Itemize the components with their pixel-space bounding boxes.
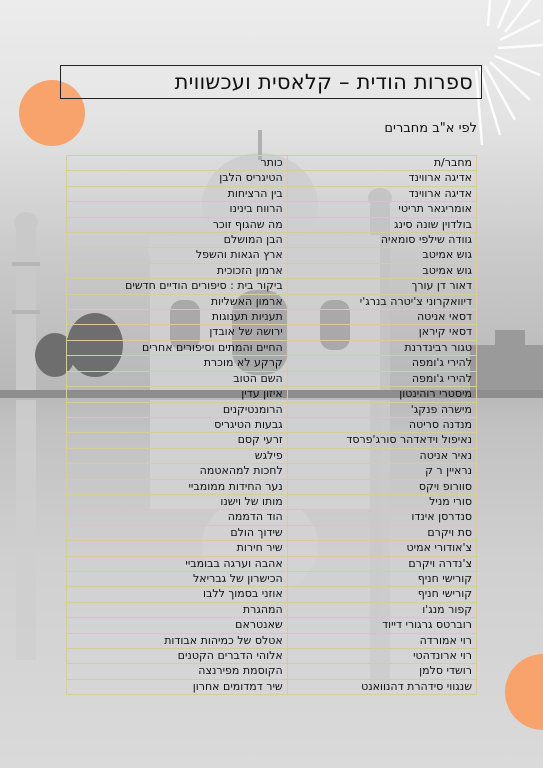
author-cell: מישרה פנקג' [287, 402, 476, 417]
author-cell: נאיפול וידאדהר סורג'פרסד [287, 433, 476, 448]
book-title-cell: ארמון הזכוכית [67, 263, 288, 278]
table-row [67, 171, 477, 186]
author-cell: מנדנה סריטה [287, 417, 476, 432]
book-title-cell: הטיגריס הלבן [67, 171, 288, 186]
book-title-cell: שיר חירות [67, 541, 288, 556]
author-cell: צ'אודורי אמיט [287, 541, 476, 556]
authors-table [66, 155, 477, 695]
table-row [67, 464, 477, 479]
table-row [67, 233, 477, 248]
page-title-box [60, 65, 482, 99]
author-cell: אדיגה ארווינד [287, 171, 476, 186]
table-row [67, 402, 477, 417]
book-title-cell: הרומנטיקנים [67, 402, 288, 417]
table-row [67, 248, 477, 263]
table-row [67, 510, 477, 525]
book-title-cell: הכישרון של גבריאל [67, 571, 288, 586]
author-cell: טגור רבינדרנת [287, 340, 476, 355]
book-title-cell: הבן המושלם [67, 233, 288, 248]
table-row [67, 602, 477, 617]
table-header-row [67, 156, 477, 171]
book-title-cell: שיר דמדומים אחרון [67, 679, 288, 694]
book-title-cell: החיים והמתים וסיפורים אחרים [67, 340, 288, 355]
book-title-cell: הוד הדממה [67, 510, 288, 525]
table-row [67, 618, 477, 633]
table-row [67, 417, 477, 432]
subtitle: לפי א"ב מחברים [384, 121, 477, 136]
table-row [67, 217, 477, 232]
author-cell: מיסטרי רוהינטון [287, 387, 476, 402]
table-row [67, 433, 477, 448]
author-cell: גוש אמיטב [287, 248, 476, 263]
table-row [67, 587, 477, 602]
page-title: ספרות הודית – קלאסית ועכשווית [174, 70, 473, 94]
book-title-cell: לחכות למהאטמה [67, 464, 288, 479]
book-title-cell: מותו של וישנו [67, 494, 288, 509]
author-cell: נראיין ר ק [287, 464, 476, 479]
table-row [67, 356, 477, 371]
left-minaret [12, 212, 40, 390]
author-cell: נאיר אניטה [287, 448, 476, 463]
author-cell: גוש אמיטב [287, 263, 476, 278]
author-cell: דיוואקרוני צ'יטרה בנרג'י [287, 294, 476, 309]
author-cell: דסאי קיראן [287, 325, 476, 340]
right-building [470, 330, 543, 390]
book-title-cell: איזון עדין [67, 387, 288, 402]
author-cell: רוי ארונדהטי [287, 649, 476, 664]
table-row [67, 664, 477, 679]
author-cell: סורי מניל [287, 494, 476, 509]
book-title-cell: זרעי קסם [67, 433, 288, 448]
book-title-cell: נער החידות ממומביי [67, 479, 288, 494]
table-row [67, 479, 477, 494]
author-cell: להירי ג'ומפה [287, 371, 476, 386]
table-row [67, 649, 477, 664]
table-row [67, 448, 477, 463]
book-title-cell: גבעות הטיגריס [67, 417, 288, 432]
table-row [67, 279, 477, 294]
author-cell: גוודה שילפי סומאיה [287, 233, 476, 248]
author-cell: קפור מנג'ו [287, 602, 476, 617]
author-cell: אומריגאר תריטי [287, 202, 476, 217]
author-cell: שנגווי סידהרת דהנוואנט [287, 679, 476, 694]
book-title-cell: ארץ הגאות והשפל [67, 248, 288, 263]
author-cell: דאור דן עורך [287, 279, 476, 294]
author-cell: דסאי אניטה [287, 310, 476, 325]
book-title-cell: הרווח בינינו [67, 202, 288, 217]
book-title-cell: אהבה וערגה בבומביי [67, 556, 288, 571]
author-cell: רוברטס גרגורי דייוד [287, 618, 476, 633]
author-cell: סת ויקרם [287, 525, 476, 540]
table-row [67, 556, 477, 571]
table-row [67, 202, 477, 217]
book-title-cell: אלוהי הדברים הקטנים [67, 649, 288, 664]
table-body [67, 156, 477, 695]
author-cell: רושדי סלמן [287, 664, 476, 679]
book-title-cell: בין הרציחות [67, 186, 288, 201]
table-row [67, 263, 477, 278]
book-title-cell: ביקור בית : סיפורים הודיים חדשים [67, 279, 288, 294]
table-row [67, 310, 477, 325]
book-title-cell: שידוך הולם [67, 525, 288, 540]
book-title-cell: אוזני בסמוך ללבו [67, 587, 288, 602]
author-cell: רוי אמורדה [287, 633, 476, 648]
header-author: מחבר/ת [287, 156, 476, 171]
table-row [67, 494, 477, 509]
table-row [67, 679, 477, 694]
author-cell: סוורופ ויקס [287, 479, 476, 494]
book-title-cell: השם הטוב [67, 371, 288, 386]
table-row [67, 186, 477, 201]
author-cell: להירי ג'ומפה [287, 356, 476, 371]
book-title-cell: אטלס של כמיהות אבודות [67, 633, 288, 648]
table-row [67, 371, 477, 386]
book-title-cell: הקוסמת מפירנצה [67, 664, 288, 679]
sun-rays-decoration [476, 0, 543, 145]
table-row [67, 294, 477, 309]
orange-circle-bottom [505, 654, 543, 730]
table-row [67, 633, 477, 648]
book-title-cell: קרקע לא מוכרת [67, 356, 288, 371]
author-cell: צ'נדרה ויקרם [287, 556, 476, 571]
header-title: כותר [67, 156, 288, 171]
book-title-cell: תעניות תענוגות [67, 310, 288, 325]
book-title-cell: מה שהגוף זוכר [67, 217, 288, 232]
table-row [67, 340, 477, 355]
book-title-cell: פילגש [67, 448, 288, 463]
book-title-cell: המהגרת [67, 602, 288, 617]
author-cell: אדיגה ארווינד [287, 186, 476, 201]
table-row [67, 387, 477, 402]
table-row [67, 571, 477, 586]
table-row [67, 525, 477, 540]
author-cell: סנדרסן אינדו [287, 510, 476, 525]
table-row [67, 325, 477, 340]
table-row [67, 541, 477, 556]
author-cell: קורישי חניף [287, 587, 476, 602]
book-title-cell: ארמון האשליות [67, 294, 288, 309]
book-title-cell: שאנטראם [67, 618, 288, 633]
author-cell: בולדוין שונה סינג [287, 217, 476, 232]
book-title-cell: ירושה של אובדן [67, 325, 288, 340]
author-cell: קורישי חניף [287, 571, 476, 586]
